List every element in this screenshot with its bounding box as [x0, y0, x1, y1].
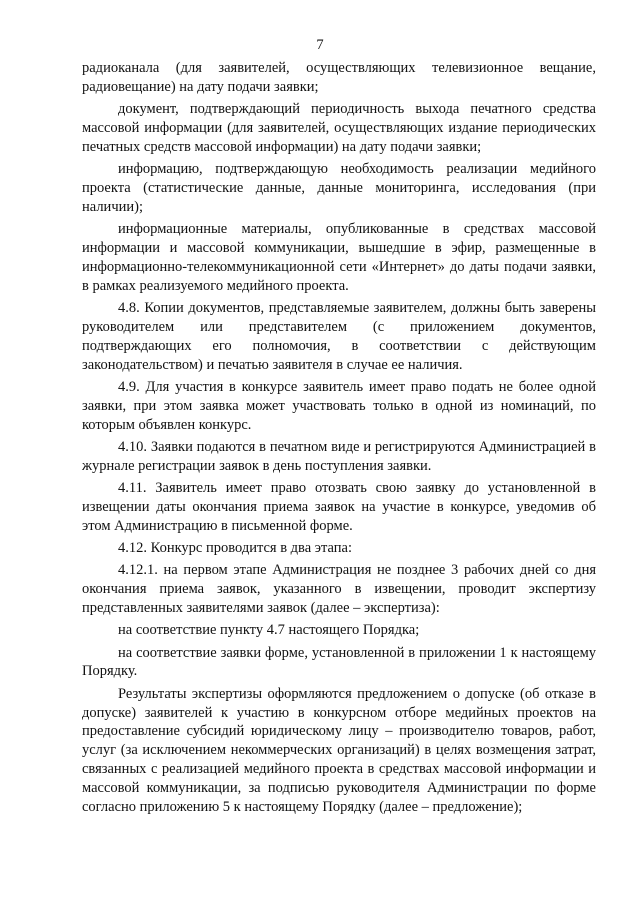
paragraph-4-12-1: 4.12.1. на первом этапе Администрация не позднее 3 рабочих дней со дня окончания приема заявок, указанного в извещении, проводит экспертизу представленных заявителями заявок (далее – экспертиза): [82, 562, 596, 617]
paragraph-project-necessity: информацию, подтверждающую необходимость реализации медийного проекта (статистические данные, данные мониторинга, исследования (при наличии); [82, 161, 596, 215]
paragraph-compliance-4-7: на соответствие пункту 4.7 настоящего Порядка; [118, 622, 420, 639]
paragraph-information-materials: информационные материалы, опубликованные в средствах массовой информации и массовой коммуникации, вышедшие в эфир, размещенные в информационно-телекоммуникационной сети «Интернет» до даты подачи заявки, в рамках реализуемого медийного проекта. [82, 221, 596, 294]
paragraph-4-11: 4.11. Заявитель имеет право отозвать свою заявку до установленной в извещении даты окончания приема заявок на участие в конкурсе, уведомив об этом Администрацию в письменной форме. [82, 480, 596, 534]
paragraph-radio-license: радиоканала (для заявителей, осуществляющих телевизионное вещание, радиовещание) на дату подачи заявки; [82, 60, 596, 95]
paragraph-periodicity-document: документ, подтверждающий периодичность выхода печатного средства массовой информации (для заявителей, осуществляющих издание периодических печатных средств массовой информации) на дату подачи заявки; [82, 101, 596, 155]
paragraph-compliance-form: на соответствие заявки форме, установленной в приложении 1 к настоящему Порядку. [82, 644, 596, 680]
paragraph-4-8: 4.8. Копии документов, представляемые заявителем, должны быть заверены руководителем или представителем (с приложением документов, подтверждающих его полномочия, в соответствии с действующим законодательством) и печатью заявителя в случае ее наличия. [82, 300, 596, 373]
paragraph-4-12: 4.12. Конкурс проводится в два этапа: [118, 540, 352, 557]
paragraph-4-10: 4.10. Заявки подаются в печатном виде и регистрируются Администрацией в журнале регистрации заявок в день поступления заявки. [82, 439, 596, 474]
page-number: 7 [316, 37, 324, 53]
document-body [82, 59, 596, 820]
paragraph-expertise-results: Результаты экспертизы оформляются предложением о допуске (об отказе в допуске) заявителей к участию в конкурсном отборе медийных проектов на предоставление субсидий юридическому лицу – производителю товаров, работ, услуг (за исключением некоммерческих организаций) в целях возмещения затрат, связанных с реализацией медийного проекта в средствах массовой информации и массовой коммуникации, за подписью руководителя Администрации по форме согласно приложению 5 к настоящему Порядку (далее – предложение); [82, 685, 596, 816]
paragraph-4-9: 4.9. Для участия в конкурсе заявитель имеет право подать не более одной заявки, при этом заявка может участвовать только в одной из номинаций, по которым объявлен конкурс. [82, 378, 596, 433]
